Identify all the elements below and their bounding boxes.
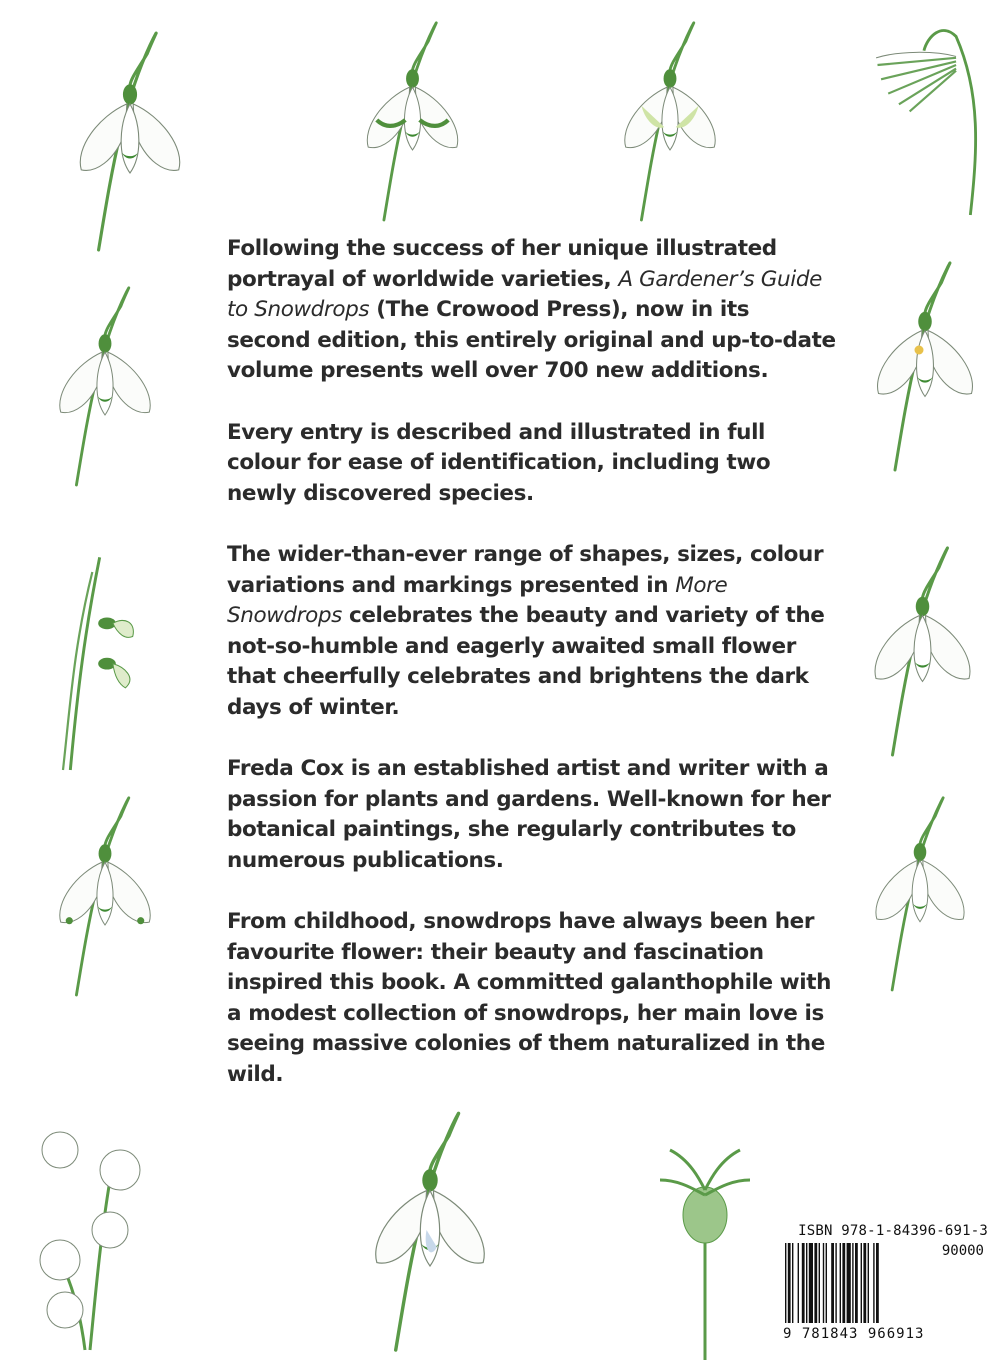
- isbn-label: ISBN 978-1-84396-691-3: [798, 1223, 988, 1239]
- intro-text-cont: (The Crowood Press), now in its second edition, this entirely original and up-to-date volume presents well over 700 new additions.: [227, 297, 836, 383]
- paragraph-entries: Every entry is described and illustrated in full colour for ease of identification, including two newly discovered species.: [227, 419, 771, 506]
- snowdrop-illustration-3: [600, 20, 740, 220]
- range-text: The wider-than-ever range of shapes, sizes, colour variations and markings presented in: [227, 542, 824, 598]
- poculiform-snowdrop-illustration: [650, 1120, 760, 1360]
- double-snowdrop-cluster-illustration: [20, 1120, 170, 1350]
- paragraph-childhood: From childhood, snowdrops have always been her favourite flower: their beauty and fascination inspired this book. A committed galanthophile with a modest collection of snowdrops, her main love is seeing massive colonies of them naturalized in the wild.: [227, 909, 831, 1087]
- previous-book-title: A Gardener’s Guide to Snowdrops: [227, 266, 822, 322]
- snowdrop-illustration-9: [35, 795, 175, 995]
- paragraph-range: [227, 540, 837, 723]
- range-text-cont: celebrates the beauty and variety of the not-so-humble and eagerly awaited small flower that cheerfully celebrates and brightens the dark days of winter.: [227, 603, 825, 720]
- snowdrop-illustration-4: [860, 15, 995, 215]
- snowdrop-illustration-5: [30, 285, 180, 485]
- snowdrop-illustration-6: [860, 260, 990, 470]
- ean-digits: 9 781843 966913: [783, 1326, 925, 1342]
- back-cover-blurb: [227, 234, 837, 1121]
- snowdrop-illustration-7: [25, 550, 145, 770]
- snowdrop-illustration-10: [855, 795, 985, 990]
- snowdrop-illustration-1: [60, 30, 200, 250]
- book-title: More Snowdrops: [227, 572, 728, 628]
- snowdrop-illustration-8: [855, 545, 990, 755]
- paragraph-author: Freda Cox is an established artist and writer with a passion for plants and gardens. Well-known for her botanical paintings, she regularly contributes to numerous publications.: [227, 756, 831, 873]
- paragraph-intro: [227, 234, 837, 387]
- snowdrop-illustration-11: [350, 1110, 510, 1350]
- snowdrop-illustration-2: [345, 20, 480, 220]
- intro-text: Following the success of her unique illustrated portrayal of worldwide varieties,: [227, 236, 777, 292]
- price-code: 90000: [941, 1243, 984, 1259]
- barcode-bars: [783, 1243, 933, 1325]
- isbn-barcode: [783, 1225, 988, 1350]
